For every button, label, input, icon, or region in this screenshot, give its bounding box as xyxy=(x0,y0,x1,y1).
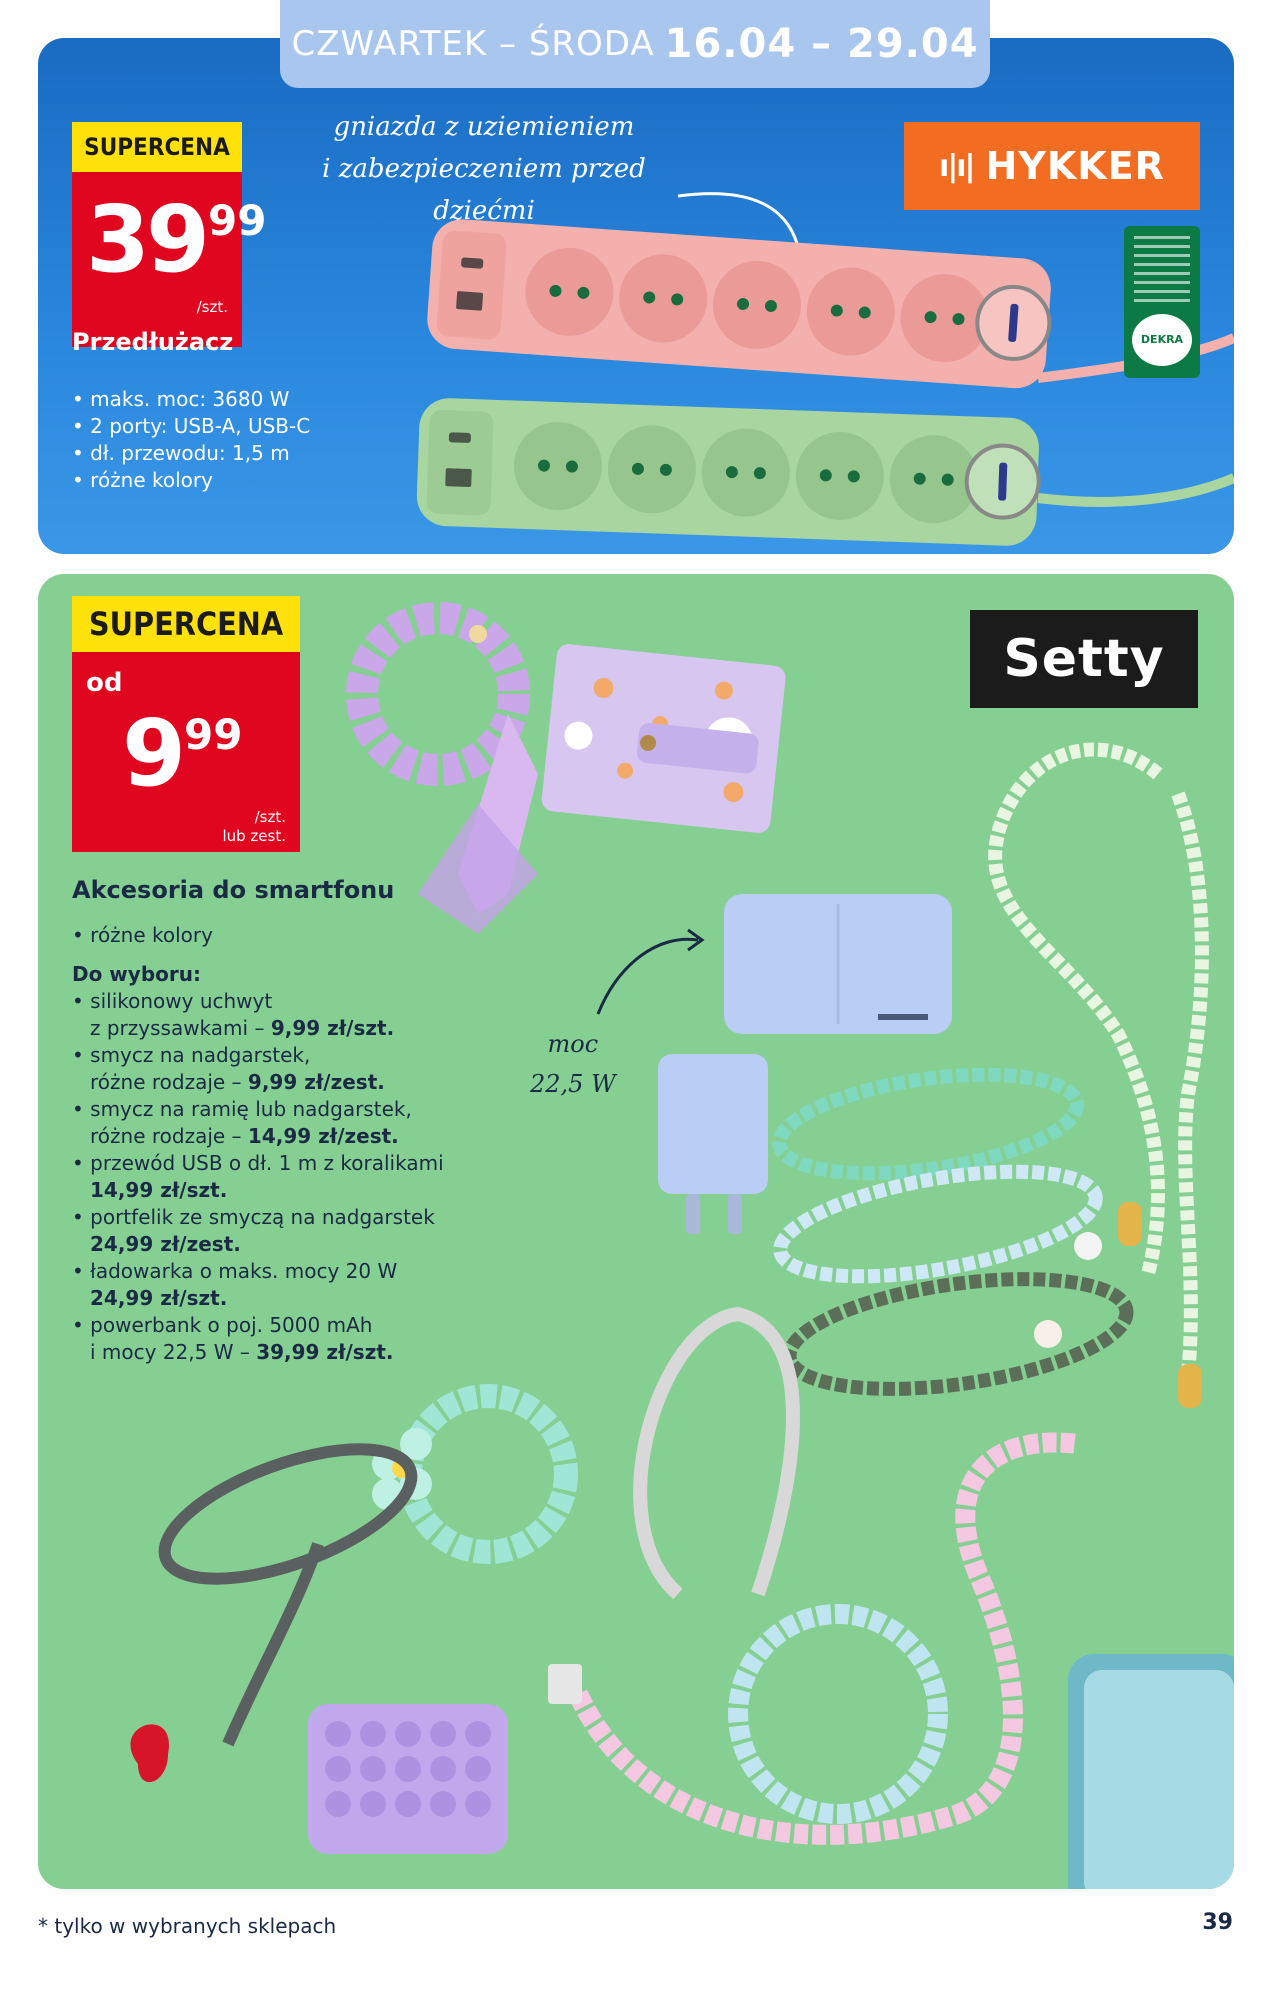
variant-item[interactable] xyxy=(72,1258,492,1312)
variant-item[interactable] xyxy=(72,1096,492,1150)
variant-detail: różne rodzaje – xyxy=(90,1124,248,1148)
variant-price: 9,99 zł/zest. xyxy=(247,1070,385,1094)
flower-bead-bracelet xyxy=(372,1396,566,1552)
variant-item[interactable] xyxy=(72,1042,492,1096)
pink-power-strip xyxy=(425,217,1054,390)
price-cents: 99 xyxy=(184,710,243,759)
usb-plug xyxy=(548,1664,582,1704)
brand-mark-icon: ı|ı| xyxy=(939,148,974,184)
variant-price: 14,99 zł/zest. xyxy=(247,1124,399,1148)
brand-name: HYKKER xyxy=(985,144,1165,188)
variant-name: przewód USB o dł. 1 m z koralikami xyxy=(90,1151,444,1175)
variant-name: ładowarka o maks. mocy 20 W xyxy=(90,1259,398,1283)
price xyxy=(122,700,243,807)
variant-name: smycz na ramię lub nadgarstek, xyxy=(90,1097,412,1121)
price-unit-line: /szt. xyxy=(254,808,286,826)
supercena-label: SUPERCENA xyxy=(72,596,300,652)
power-note xyxy=(530,1024,616,1104)
supercena-price-badge xyxy=(72,596,300,852)
variant-name: silikonowy uchwyt xyxy=(90,989,273,1013)
variant-name: smycz na nadgarstek, xyxy=(90,1043,311,1067)
spec-item: • maks. moc: 3680 W xyxy=(72,386,310,413)
variant-item[interactable] xyxy=(72,1204,492,1258)
bead-usb-cable xyxy=(578,1443,1078,1835)
spec-item: • różne kolory xyxy=(72,467,310,494)
price-unit: /szt. xyxy=(196,298,228,316)
power-note-value: 22,5 W xyxy=(530,1070,616,1098)
price xyxy=(86,186,267,293)
page-number: 39 xyxy=(1202,1910,1233,1935)
phone-accessories-offer[interactable] xyxy=(38,574,1234,1889)
powerbank xyxy=(724,894,952,1034)
variant-item[interactable] xyxy=(72,988,492,1042)
strawberry-charm xyxy=(130,1724,169,1782)
footnote: * tylko w wybranych sklepach xyxy=(38,1914,337,1938)
variant-list xyxy=(72,988,492,1366)
variant-price: 14,99 zł/szt. xyxy=(90,1178,228,1202)
choose-label: Do wyboru: xyxy=(72,962,201,986)
price-main: 39 xyxy=(86,186,207,293)
general-item: • różne kolory xyxy=(72,922,492,949)
feature-note xyxy=(274,106,694,232)
spec-list xyxy=(72,386,310,494)
offer-weekdays: CZWARTEK – ŚRODA xyxy=(291,24,655,64)
price-unit xyxy=(222,808,286,846)
green-power-strip xyxy=(416,397,1041,547)
variant-detail: różne rodzaje – xyxy=(90,1070,248,1094)
offer-dates: 16.04 – 29.04 xyxy=(664,21,979,67)
certificate-lines xyxy=(1134,236,1190,308)
general-list xyxy=(72,922,492,949)
feature-note-line: gniazda z uziemieniem xyxy=(333,112,635,142)
price-from-label: od xyxy=(86,668,123,698)
supercena-price-badge xyxy=(72,122,267,347)
price-main: 9 xyxy=(122,700,183,807)
bead-bracelets xyxy=(773,1059,1134,1408)
dekra-certificate xyxy=(1124,226,1200,378)
variant-price: 9,99 zł/szt. xyxy=(270,1016,395,1040)
price-cents: 99 xyxy=(208,196,267,245)
suction-phone-holder xyxy=(308,1704,508,1854)
variant-item[interactable] xyxy=(72,1312,492,1366)
variant-name: powerbank o poj. 5000 mAh xyxy=(90,1313,373,1337)
product-title[interactable]: Akcesoria do smartfonu xyxy=(72,876,395,904)
variant-price: 39,99 zł/szt. xyxy=(256,1340,394,1364)
rhinestone-lanyard xyxy=(640,1314,793,1594)
price-unit-line: lub zest. xyxy=(222,826,286,845)
product-title[interactable]: Przedłużacz xyxy=(72,328,234,356)
offer-date-tab xyxy=(280,0,990,88)
variant-price: 24,99 zł/zest. xyxy=(90,1232,241,1256)
dekra-seal: DEKRA xyxy=(1132,314,1192,366)
card-wallet xyxy=(540,643,786,834)
feature-note-line: i zabezpieczeniem przed dziećmi xyxy=(322,154,646,226)
extension-cord-offer[interactable] xyxy=(38,38,1234,554)
power-note-label: moc xyxy=(547,1030,599,1058)
usb-charger xyxy=(658,1054,768,1234)
variant-item[interactable] xyxy=(72,1150,492,1204)
variant-price: 24,99 zł/szt. xyxy=(90,1286,228,1310)
brand-logo-setty: Setty xyxy=(970,610,1198,708)
variant-detail: i mocy 22,5 W – xyxy=(90,1340,257,1364)
supercena-label: SUPERCENA xyxy=(72,122,242,172)
brand-logo-hykker xyxy=(904,122,1200,210)
variant-detail: z przyssawkami – xyxy=(90,1016,271,1040)
spec-item: • dł. przewodu: 1,5 m xyxy=(72,440,310,467)
accessories-description xyxy=(72,922,492,1366)
variant-name: portfelik ze smyczą na nadgarstek xyxy=(90,1205,435,1229)
spec-item: • 2 porty: USB-A, USB-C xyxy=(72,413,310,440)
